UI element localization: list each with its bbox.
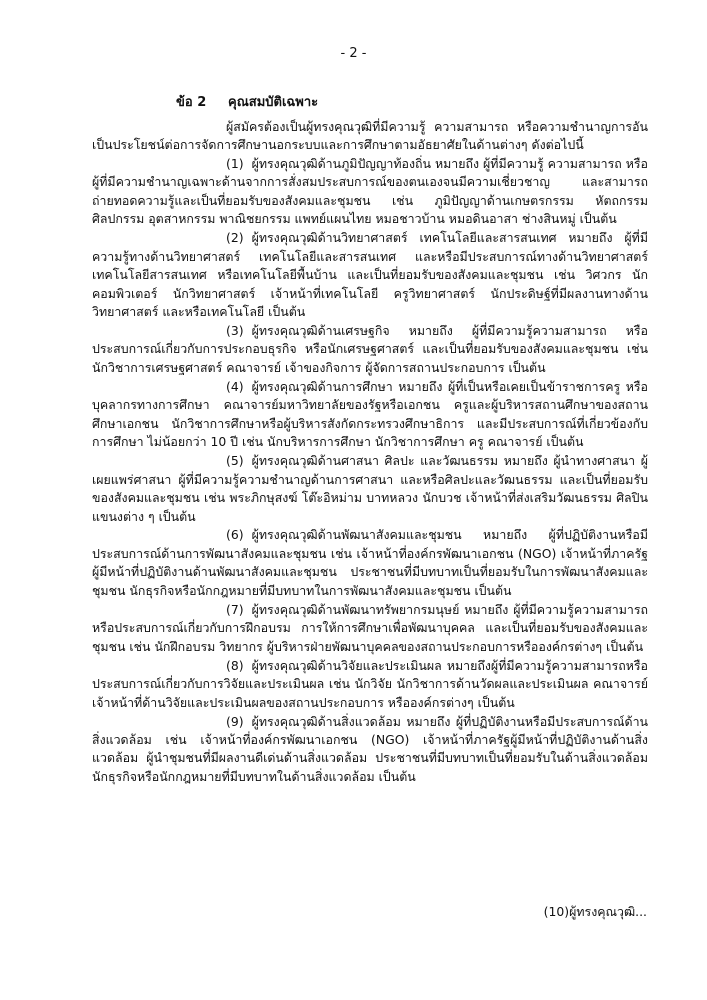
item-text: ผู้ทรงคุณวุฒิด้านศาสนา ศิลปะ และวัฒนธรรม หมายถึง ผู้นำทางศาสนา ผู้เผยแพร่ศาสนา ผู้ที่มีความรู้ความชำนาญด้านการศาสนา และหรือศิลปะและวัฒนธรรม และเป็นที่ยอมรับของสังคมและชุมชน เช่น พระภิกษุสงฆ์ โต๊ะอิหม่าม บาทหลวง นักบวช เจ้าหน้าที่ส่งเสริมวัฒนธรรม ศิลปินแขนงต่าง ๆ เป็นต้น	[92, 453, 648, 524]
item-text: ผู้ทรงคุณวุฒิด้านสิ่งแวดล้อม หมายถึง ผู้ที่ปฏิบัติงานหรือมีประสบการณ์ด้านสิ่งแวดล้อม เช่น เจ้าหน้าที่องค์กรพัฒนาเอกชน (NGO) เจ้าหน้าที่ภาครัฐผู้มีหน้าที่ปฏิบัติงานด้านสิ่งแวดล้อม ผู้นำชุมชนที่มีผลงานดีเด่นด้านสิ่งแวดล้อม ประชาชนที่มีบทบาทเป็นที่ยอมรับในด้านสิ่งแวดล้อม นักธุรกิจหรือนักกฎหมายที่มีบทบาทในด้านสิ่งแวดล้อม เป็นต้น	[92, 713, 648, 784]
list-item	[92, 229, 648, 321]
item-number: (2)	[226, 230, 244, 246]
section-heading	[176, 95, 318, 111]
list-item	[92, 378, 648, 452]
item-number: (3)	[226, 322, 244, 338]
item-text: ผู้ทรงคุณวุฒิด้านการศึกษา หมายถึง ผู้ที่เป็นหรือเคยเป็นข้าราชการครู หรือบุคลากรทางการศึกษา คณาจารย์มหาวิทยาลัยของรัฐหรือเอกชน ครูและผู้บริหารสถานศึกษาของสถานศึกษาเอกชน นักวิชาการศึกษาหรือผู้บริหารสังกัดกระทรวงศึกษาธิการ และมีประสบการณ์ที่เกี่ยวข้องกับการศึกษา ไม่น้อยกว่า 10 ปี เช่น นักบริหารการศึกษา นักวิชาการศึกษา ครู คณาจารย์ เป็นต้น	[92, 378, 648, 450]
item-text: ผู้ทรงคุณวุฒิด้านเศรษฐกิจ หมายถึง ผู้ที่มีความรู้ความสามารถ หรือประสบการณ์เกี่ยวกับการประกอบธุรกิจ หรือนักเศรษฐศาสตร์ และเป็นที่ยอมรับของสังคมและชุมชน เช่น นักวิชาการเศรษฐศาสตร์ คณาจารย์ เจ้าของกิจการ ผู้จัดการสถานประกอบการ เป็นต้น	[92, 322, 648, 375]
list-item	[92, 601, 648, 656]
body-text	[92, 118, 648, 786]
item-number: (4)	[226, 378, 244, 394]
list-item	[92, 657, 648, 712]
item-text: ผู้ทรงคุณวุฒิด้านวิทยาศาสตร์ เทคโนโลยีและสารสนเทศ หมายถึง ผู้ที่มีความรู้ทางด้านวิทยาศาสตร์ เทคโนโลยีและสารสนเทศ และหรือมีประสบการณ์ทางด้านวิทยาศาสตร์ เทคโนโลยีสารสนเทศ หรือเทคโนโลยีพื้นบ้าน และเป็นที่ยอมรับของสังคมและชุมชน เช่น วิศวกร นักคอมพิวเตอร์ นักวิทยาศาสตร์ เจ้าหน้าที่เทคโนโลยี ครูวิทยาศาสตร์ นักประดิษฐ์ที่มีผลงานทางด้านวิทยาศาสตร์ และหรือเทคโนโลยี เป็นต้น	[92, 230, 648, 320]
section-title: คุณสมบัติเฉพาะ	[228, 95, 319, 110]
list-item	[92, 452, 648, 526]
item-number: (5)	[226, 453, 244, 469]
item-number: (6)	[226, 527, 244, 543]
continuation-marker: (10)ผู้ทรงคุณวุฒิ...	[543, 904, 647, 919]
item-number: (8)	[226, 657, 244, 673]
item-number: (7)	[226, 601, 244, 617]
item-text: ผู้ทรงคุณวุฒิด้านพัฒนาสังคมและชุมชน หมายถึง ผู้ที่ปฏิบัติงานหรือมีประสบการณ์ด้านการพัฒนาสังคมและชุมชน เช่น เจ้าหน้าที่องค์กรพัฒนาเอกชน (NGO) เจ้าหน้าที่ภาครัฐผู้มีหน้าที่ปฏิบัติงานด้านพัฒนาสังคมและชุมชน ประชาชนที่มีบทบาทเป็นที่ยอมรับในการพัฒนาสังคมและชุมชน นักธุรกิจหรือนักกฎหมายที่มีบทบาทในการพัฒนาสังคมและชุมชน เป็นต้น	[92, 527, 648, 598]
list-item	[92, 322, 648, 377]
item-number: (9)	[226, 713, 244, 729]
list-item	[92, 526, 648, 600]
item-text: ผู้ทรงคุณวุฒิด้านวิจัยและประเมินผล หมายถึงผู้ที่มีความรู้ความสามารถหรือประสบการณ์เกี่ยวกับการวิจัยและประเมินผล เช่น นักวิจัย นักวิชาการด้านวัดผลและประเมินผล คณาจารย์ เจ้าหน้าที่ด้านวิจัยและประเมินผลของสถานประกอบการ หรือองค์กรต่างๆ เป็นต้น	[92, 657, 648, 710]
section-number: ข้อ 2	[176, 95, 207, 110]
intro-paragraph: ผู้สมัครต้องเป็นผู้ทรงคุณวุฒิที่มีความรู้ ความสามารถ หรือความชำนาญการอันเป็นประโยชน์ต่อการจัดการศึกษานอกระบบและการศึกษาตามอัธยาศัยในด้านต่างๆ ดังต่อไปนี้	[92, 119, 648, 153]
list-item	[92, 155, 648, 229]
list-item	[92, 713, 648, 787]
item-text: ผู้ทรงคุณวุฒิด้านพัฒนาทรัพยากรมนุษย์ หมายถึง ผู้ที่มีความรู้ความสามารถหรือประสบการณ์เกี่ยวกับการฝึกอบรม การให้การศึกษาเพื่อพัฒนาบุคคล และเป็นที่ยอมรับของสังคมและชุมชน เช่น นักฝึกอบรม วิทยากร ผู้บริหารฝ่ายพัฒนาบุคคลของสถานประกอบการหรือองค์กรต่างๆ เป็นต้น	[92, 601, 648, 654]
page-number: - 2 -	[340, 46, 367, 61]
item-number: (1)	[226, 155, 244, 171]
item-text: ผู้ทรงคุณวุฒิด้านภูมิปัญญาท้องถิ่น หมายถึง ผู้ที่มีความรู้ ความสามารถ หรือ ผู้ที่มีความชำนาญเฉพาะด้านจากการสั่งสมประสบการณ์ของตนเองจนมีความเชี่ยวชาญ และสามารถถ่ายทอดความรู้และเป็นที่ยอมรับของสังคมและชุมชน เช่น ภูมิปัญญาด้านเกษตรกรรม หัตถกรรม ศิลปกรรม อุตสาหกรรม พาณิชยกรรม แพทย์แผนไทย หมอชาวบ้าน หมอดินอาสา ช่างสินหมู่ เป็นต้น	[92, 155, 648, 227]
